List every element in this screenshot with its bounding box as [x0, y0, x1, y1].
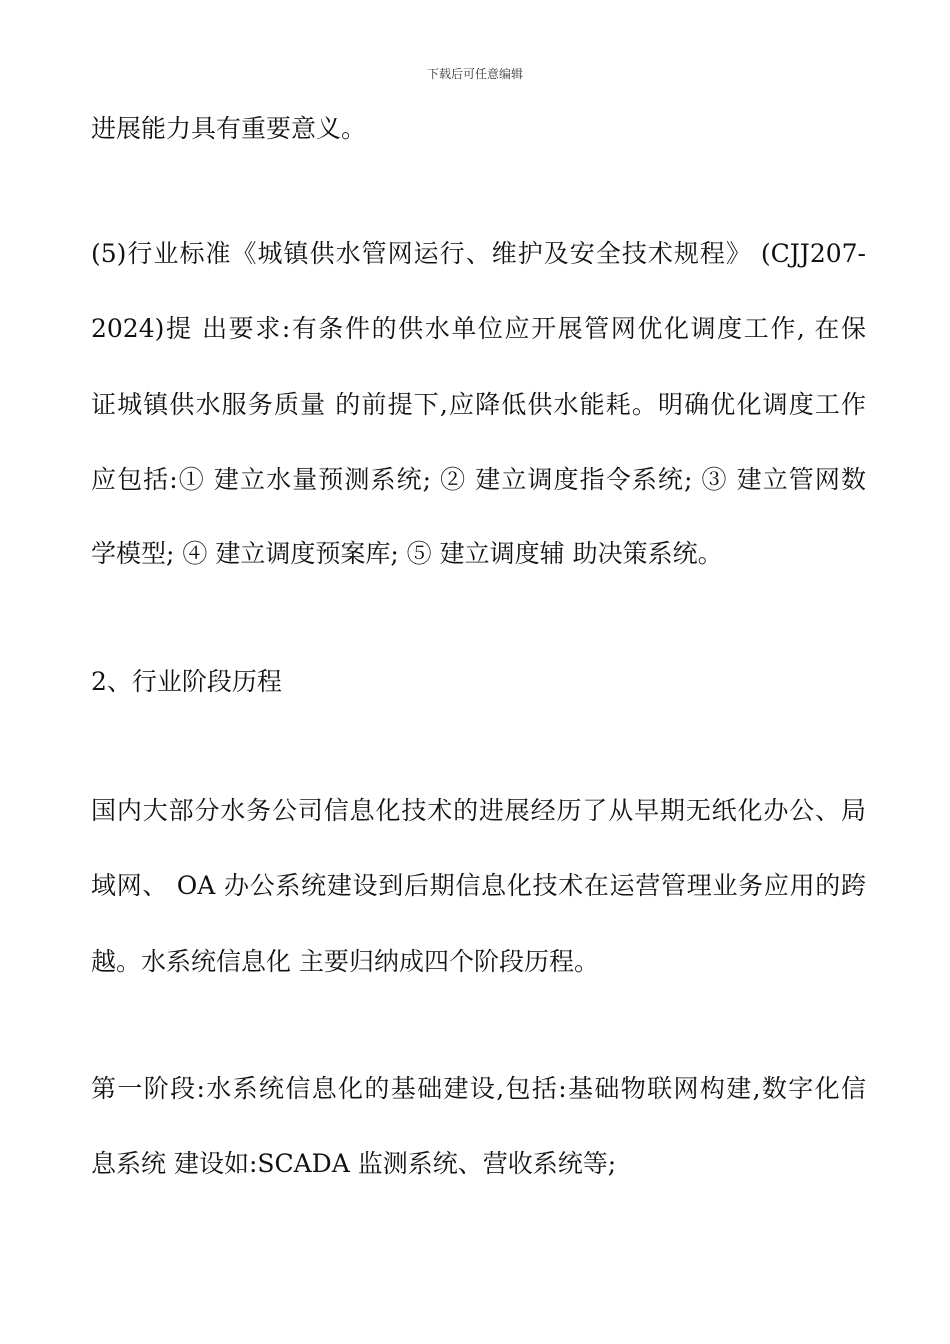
paragraph-line: 第一阶段:水系统信息化的基础建设,包括:基础物联网构建,数字化信: [91, 1074, 866, 1103]
paragraph-line: 2024)提 出要求:有条件的供水单位应开展管网优化调度工作, 在保: [91, 314, 866, 343]
paragraph-line: (5)行业标准《城镇供水管网运行、维护及安全技术规程》 (CJJ207-: [91, 239, 866, 268]
section-heading: 2、行业阶段历程: [91, 667, 282, 696]
paragraph-line: 证城镇供水服务质量 的前提下,应降低供水能耗。明确优化调度工作: [91, 390, 866, 419]
paragraph-line: 息系统 建设如:SCADA 监测系统、营收系统等;: [91, 1149, 617, 1178]
paragraph-line: 越。水系统信息化 主要归纳成四个阶段历程。: [91, 947, 599, 976]
paragraph-line: 学模型; ④ 建立调度预案库; ⑤ 建立调度辅 助决策系统。: [91, 539, 723, 568]
paragraph-line: 进展能力具有重要意义。: [91, 114, 367, 143]
paragraph-line: 国内大部分水务公司信息化技术的进展经历了从早期无纸化办公、局: [91, 796, 866, 825]
page-header-note: 下载后可任意编辑: [426, 67, 523, 81]
paragraph-line: 域网、 OA 办公系统建设到后期信息化技术在运营管理业务应用的跨: [91, 871, 866, 900]
paragraph-line: 应包括:① 建立水量预测系统; ② 建立调度指令系统; ③ 建立管网数: [91, 465, 866, 494]
